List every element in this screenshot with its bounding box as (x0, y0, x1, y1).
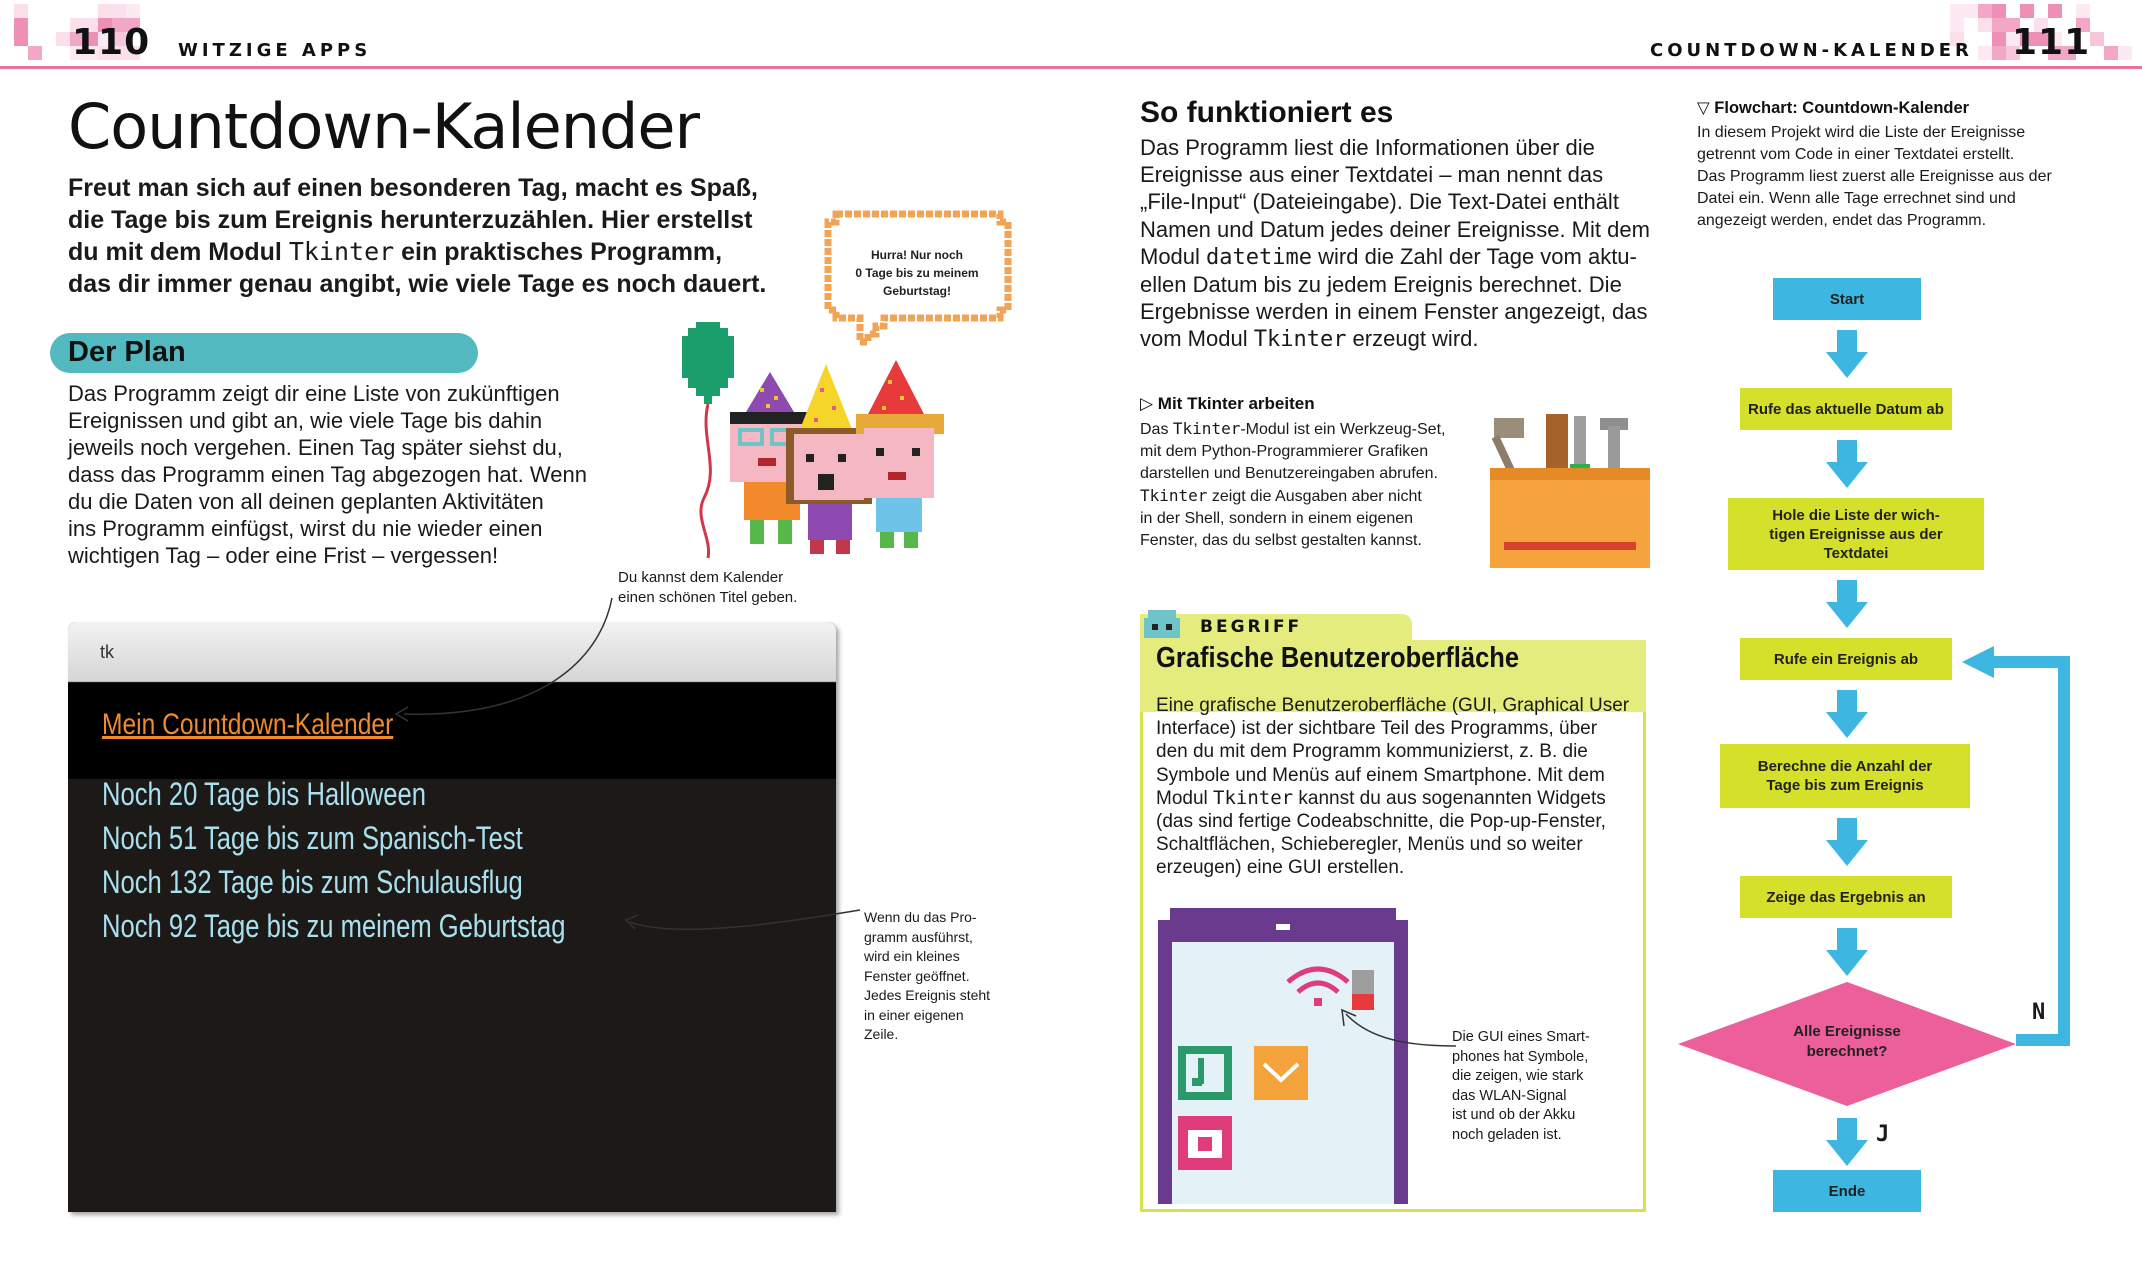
arrow-down-icon (1826, 330, 1868, 378)
code-term: Tkinter (1253, 327, 1347, 353)
how-line: Das Programm liest die Informationen über die (1140, 135, 1595, 160)
pixel-creature-icon (1140, 606, 1190, 642)
balloon-icon (682, 322, 734, 558)
code-term: Tkinter (1140, 486, 1208, 505)
speech-bubble-text (838, 246, 996, 300)
arrow-down-icon (1826, 580, 1868, 628)
character-right-icon (856, 360, 944, 548)
how-line (1140, 325, 1680, 353)
header-pixel (112, 4, 126, 18)
description-line: Das Programm liest zuerst alle Ereignisse aus der (1697, 168, 2052, 185)
annotation-line: Zeile. (864, 1026, 899, 1042)
plan-line: wichtigen Tag – oder eine Frist – vergessen! (68, 543, 499, 568)
tk-text: zeigt die Ausgaben aber nicht (1207, 488, 1422, 505)
how-text: vom Modul (1140, 326, 1254, 352)
loop-back-arrow (1956, 640, 2076, 1060)
page-number-right: 111 (2012, 22, 2091, 63)
header-pixel (1992, 32, 2006, 46)
caption-line: Die GUI eines Smart- (1452, 1029, 1590, 1045)
header-pixel (1992, 4, 2006, 18)
flowchart-step-show: Zeige das Ergebnis an (1740, 876, 1952, 918)
description-line: In diesem Projekt wird die Liste der Ereignisse (1697, 124, 2026, 141)
annotation-line: gramm ausführst, (864, 928, 973, 945)
camera-app-icon (1178, 1116, 1232, 1170)
header-pixel (2090, 32, 2104, 46)
description-line: getrennt vom Code in einer Textdatei erstellt. (1697, 146, 2015, 163)
header-pixel (28, 46, 42, 60)
loop-yes-label: J (1876, 1122, 1890, 1147)
begriff-line: Symbole und Menüs auf einem Smartphone. Mit dem (1156, 764, 1605, 786)
intro-paragraph (68, 172, 788, 300)
plan-heading: Der Plan (68, 336, 186, 368)
loop-no-label: N (2032, 1000, 2046, 1025)
begriff-line: den du mit dem Programm kommunizierst, z. B. die (1156, 741, 1588, 763)
tk-line: in der Shell, sondern in einem eigenen (1140, 510, 1414, 527)
begriff-label: BEGRIFF (1200, 617, 1303, 637)
annotation-line: wird ein kleines (864, 948, 960, 964)
header-pixel (14, 4, 28, 18)
flowchart-step-event: Rufe ein Ereignis ab (1740, 638, 1952, 680)
arrow-down-icon (1826, 818, 1868, 866)
header-pixel (98, 4, 112, 18)
caption-line: das WLAN-Signal (1452, 1087, 1567, 1104)
begriff-line: Interface) ist der sichtbare Teil des Programms, über (1156, 718, 1598, 740)
how-it-works-heading: So funktioniert es (1140, 96, 1394, 129)
header-pixel (2118, 46, 2132, 60)
header-pixel (14, 32, 28, 46)
flowchart-start: Start (1773, 278, 1921, 320)
header-pixel (126, 4, 140, 18)
begriff-line: Eine grafische Benutzeroberfläche (GUI, Graphical User (1156, 695, 1630, 716)
header-pixel (1950, 4, 1964, 18)
event-row: Noch 132 Tage bis zum Schulausflug (102, 864, 523, 900)
begriff-line (1156, 787, 1636, 810)
phone-caption (1452, 1028, 1622, 1145)
window-pointer-arrow (630, 910, 860, 929)
decision-line: berechnet? (1806, 1043, 1888, 1060)
code-term: Tkinter (1213, 786, 1294, 809)
description-line: Datei ein. Wenn alle Tage errechnet sind und (1697, 190, 2016, 207)
intro-line (68, 236, 788, 268)
header-pixel (1978, 18, 1992, 32)
step-line: Textdatei (1823, 544, 1889, 562)
page-number-left: 110 (72, 22, 151, 63)
how-it-works-paragraph (1140, 134, 1680, 354)
how-line: Namen und Datum jedes deiner Ereignisse. Mit dem (1140, 216, 1650, 242)
annotation-window (864, 908, 1024, 1045)
plan-line: Ereignissen und gibt an, wie viele Tage bis dahin (68, 408, 543, 433)
how-line (1140, 243, 1680, 271)
phone-pointer-arrow (1330, 1000, 1460, 1060)
step-line: tigen Ereignisse aus der (1769, 525, 1943, 543)
annotation-line: in einer eigenen (864, 1006, 964, 1023)
intro-line: Freut man sich auf einen besonderen Tag, macht es Spaß, (68, 174, 758, 202)
begriff-line: erzeugen) eine GUI erstellen. (1156, 857, 1405, 879)
tk-line (1140, 418, 1480, 441)
header-pixel (56, 32, 70, 46)
description-line: angezeigt werden, endet das Programm. (1697, 212, 1987, 229)
arrow-down-icon (1826, 690, 1868, 738)
how-line: ellen Datum bis zu jedem Ereignis berechnet. Die (1140, 272, 1622, 298)
intro-line: das dir immer genau angibt, wie viele Tage es noch dauert. (68, 270, 767, 298)
header-pixel (2048, 4, 2062, 18)
flowchart-heading-text: Flowchart: Countdown-Kalender (1714, 99, 1970, 117)
annotation-line: einen schönen Titel geben. (618, 589, 798, 606)
begriff-line: Schaltflächen, Schieberegler, Menüs und so weiter (1156, 834, 1583, 856)
intro-line: die Tage bis zum Ereignis herunterzuzählen. Hier erstellst (68, 206, 753, 234)
tk-line: mit dem Python-Programmierer Grafiken (1140, 443, 1429, 460)
header-rule-right (1071, 66, 2142, 69)
tk-text: Das (1140, 421, 1173, 438)
arrow-down-icon (1826, 928, 1868, 976)
caption-line: ist und ob der Akku (1452, 1107, 1576, 1123)
plan-paragraph (68, 380, 608, 569)
how-text: wird die Zahl der Tage vom aktu- (1312, 243, 1637, 269)
caption-line: phones hat Symbole, (1452, 1048, 1589, 1065)
window-title: tk (100, 642, 115, 662)
annotation-line: Wenn du das Pro- (864, 909, 977, 925)
party-characters-illustration (660, 318, 980, 568)
begriff-text: kannst du aus sogenannten Widgets (1293, 787, 1606, 809)
mail-app-icon (1254, 1046, 1308, 1100)
header-pixel (2020, 4, 2034, 18)
header-pixel (14, 18, 28, 32)
begriff-text: Modul (1156, 787, 1214, 809)
tk-line (1140, 485, 1480, 508)
music-app-icon (1178, 1046, 1232, 1100)
header-pixel (2076, 4, 2090, 18)
event-row: Noch 20 Tage bis Halloween (102, 776, 426, 812)
toolbox-icon (1484, 404, 1654, 574)
triangle-down-icon: ▽ (1697, 99, 1715, 117)
flowchart-end: Ende (1773, 1170, 1921, 1212)
header-pixel (1978, 4, 1992, 18)
annotation-line: Du kannst dem Kalender (618, 569, 784, 586)
how-line: Ereignisse aus einer Textdatei – man nennt das (1140, 162, 1604, 188)
event-row: Noch 51 Tage bis zum Spanisch-Test (102, 820, 523, 856)
plan-line: du die Daten von all deinen geplanten Aktivitäten (68, 489, 544, 514)
annotation-line: Fenster geöffnet. (864, 967, 970, 984)
header-pixel (1964, 4, 1978, 18)
step-line: Hole die Liste der wich- (1772, 506, 1940, 524)
how-text: Modul (1140, 243, 1207, 269)
header-pixel (1992, 46, 2006, 60)
how-line: „File-Input“ (Dateieingabe). Die Text-Datei enthält (1140, 189, 1619, 215)
bubble-line: Geburtstag! (882, 284, 951, 298)
tkinter-heading-text: Mit Tkinter arbeiten (1157, 394, 1315, 413)
intro-text: du mit dem Modul (68, 238, 289, 266)
tk-text: -Modul ist ein Werkzeug-Set, (1240, 421, 1446, 438)
header-pixel (1950, 18, 1964, 32)
running-head-left: WITZIGE APPS (178, 40, 372, 61)
decision-text (1758, 1022, 1936, 1062)
tkinter-paragraph (1140, 418, 1480, 552)
plan-line: ins Programm einfügst, wirst du nie wieder einen (68, 516, 543, 541)
flowchart-step-calc (1720, 744, 1970, 808)
code-term: Tkinter (1172, 419, 1241, 438)
how-text: erzeugt wird. (1346, 326, 1479, 352)
decision-line: Alle Ereignisse (1793, 1023, 1901, 1040)
caption-line: noch geladen ist. (1452, 1126, 1562, 1143)
plan-line: jeweils noch vergehen. Einen Tag später siehst du, (68, 435, 563, 460)
character-middle-icon (786, 364, 872, 554)
how-line: Ergebnisse werden in einem Fenster angezeigt, das (1140, 299, 1648, 325)
flowchart-step-list (1728, 498, 1984, 570)
caption-line: die zeigen, wie stark (1452, 1068, 1584, 1084)
begriff-line: (das sind fertige Codeabschnitte, die Pop-up-Fenster, (1156, 811, 1606, 833)
bubble-line: Hurra! Nur noch (870, 248, 963, 262)
page-title: Countdown-Kalender (68, 90, 700, 163)
code-term: Tkinter (288, 237, 395, 266)
step-line: Tage bis zum Ereignis (1766, 777, 1924, 794)
plan-line: dass das Programm einen Tag abgezogen hat. Wenn (68, 462, 587, 487)
code-term: datetime (1206, 244, 1313, 270)
intro-text: ein praktisches Programm, (394, 238, 723, 266)
annotation-line: Jedes Ereignis steht (864, 987, 991, 1003)
begriff-paragraph (1156, 694, 1636, 880)
step-line: Berechne die Anzahl der (1757, 758, 1933, 775)
arrow-down-icon (1826, 1118, 1868, 1166)
header-pixel (1978, 46, 1992, 60)
plan-line: Das Programm zeigt dir eine Liste von zukünftigen (68, 381, 560, 406)
flowchart-description (1697, 122, 2117, 232)
tk-line: Fenster, das du selbst gestalten kannst. (1140, 532, 1422, 549)
header-pixel (1992, 18, 2006, 32)
flowchart-step-date: Rufe das aktuelle Datum ab (1740, 388, 1952, 430)
header-rule-left (0, 66, 1071, 69)
calendar-heading: Mein Countdown-Kalender (102, 708, 394, 741)
tk-line: darstellen und Benutzereingaben abrufen. (1140, 465, 1438, 482)
triangle-right-icon: ▷ (1140, 394, 1158, 413)
tkinter-heading (1140, 394, 1315, 414)
title-pointer-arrow (404, 598, 612, 714)
header-pixel (2104, 46, 2118, 60)
flowchart-heading (1697, 98, 1969, 118)
event-row: Noch 92 Tage bis zu meinem Geburtstag (102, 908, 566, 944)
bubble-line: 0 Tage bis zu meinem (855, 266, 979, 280)
running-head-right: COUNTDOWN-KALENDER (1650, 40, 1973, 61)
begriff-title: Grafische Benutzeroberfläche (1156, 642, 1520, 674)
arrow-down-icon (1826, 440, 1868, 488)
annotation-arrows (380, 590, 880, 950)
